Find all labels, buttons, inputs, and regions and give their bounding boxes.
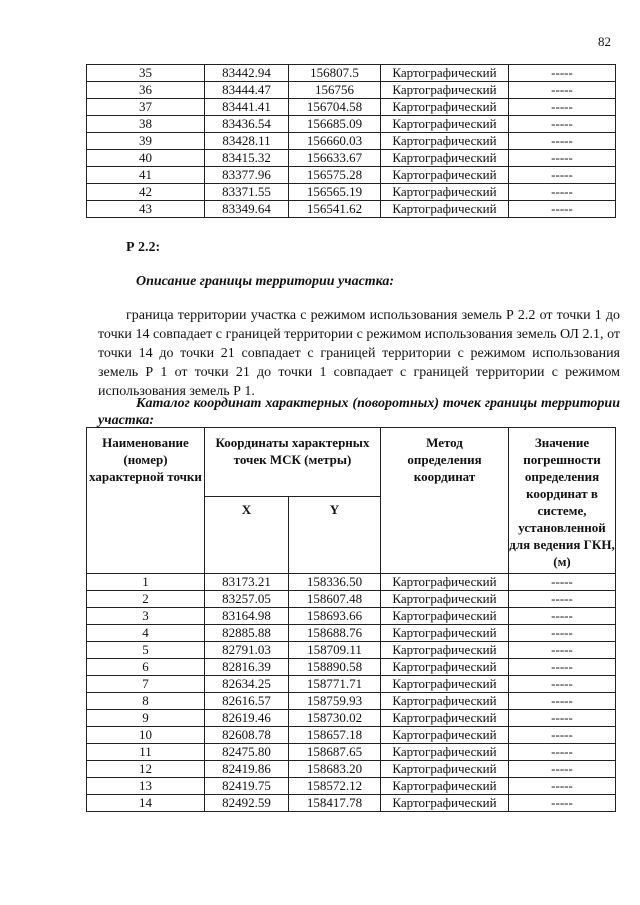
coord-y: 158683.20	[289, 761, 381, 778]
coordinates-table	[86, 427, 616, 812]
accuracy: -----	[509, 82, 616, 99]
method: Картографический	[381, 201, 509, 218]
accuracy: -----	[509, 778, 616, 795]
method: Картографический	[381, 116, 509, 133]
header-x: X	[205, 497, 289, 574]
coord-x: 82791.03	[205, 642, 289, 659]
method: Картографический	[381, 642, 509, 659]
point-number: 1	[87, 574, 205, 591]
point-number: 43	[87, 201, 205, 218]
coordinates-catalog-heading: Каталог координат характерных (поворотных) точек границы территории участка:	[98, 396, 620, 428]
point-number: 8	[87, 693, 205, 710]
table-row	[87, 761, 616, 778]
method: Картографический	[381, 659, 509, 676]
coord-x: 82634.25	[205, 676, 289, 693]
coord-y: 156575.28	[289, 167, 381, 184]
method: Картографический	[381, 795, 509, 812]
accuracy: -----	[509, 744, 616, 761]
method: Картографический	[381, 574, 509, 591]
coord-x: 83371.55	[205, 184, 289, 201]
table-row	[87, 642, 616, 659]
point-number: 41	[87, 167, 205, 184]
coord-x: 83257.05	[205, 591, 289, 608]
accuracy: -----	[509, 99, 616, 116]
header-y: Y	[289, 497, 381, 574]
coord-y: 158730.02	[289, 710, 381, 727]
accuracy: -----	[509, 659, 616, 676]
coordinates-table-continued	[86, 64, 616, 218]
coord-y: 158693.66	[289, 608, 381, 625]
accuracy: -----	[509, 795, 616, 812]
coord-y: 158417.78	[289, 795, 381, 812]
method: Картографический	[381, 167, 509, 184]
point-number: 6	[87, 659, 205, 676]
coord-x: 83377.96	[205, 167, 289, 184]
table-row	[87, 167, 616, 184]
method: Картографический	[381, 710, 509, 727]
coord-x: 82885.88	[205, 625, 289, 642]
accuracy: -----	[509, 201, 616, 218]
point-number: 13	[87, 778, 205, 795]
coord-y: 156565.19	[289, 184, 381, 201]
page-number: 82	[598, 34, 611, 49]
accuracy: -----	[509, 625, 616, 642]
table-row	[87, 693, 616, 710]
method: Картографический	[381, 676, 509, 693]
accuracy: -----	[509, 150, 616, 167]
method: Картографический	[381, 133, 509, 150]
coord-y: 158771.71	[289, 676, 381, 693]
coord-y: 156685.09	[289, 116, 381, 133]
coord-x: 83164.98	[205, 608, 289, 625]
point-number: 4	[87, 625, 205, 642]
border-description-text: граница территории участка с режимом использования земель Р 2.2 от точки 1 до точки 14 совпадает с границей территории с режимом использования земель ОЛ 2.1, от точки 14 до точки 21 совпадает с границей территории с режимом использования земель Р 1 от точки 21 до точки 1 совпадает с границей территории с режимом использования земель Р 1.	[98, 308, 620, 399]
table-row	[87, 727, 616, 744]
table-row	[87, 608, 616, 625]
coord-x: 83173.21	[205, 574, 289, 591]
point-number: 3	[87, 608, 205, 625]
point-number: 42	[87, 184, 205, 201]
point-number: 12	[87, 761, 205, 778]
method: Картографический	[381, 65, 509, 82]
coord-x: 82816.39	[205, 659, 289, 676]
table-row	[87, 150, 616, 167]
border-description-heading: Описание границы территории участка:	[136, 274, 395, 289]
table-row	[87, 133, 616, 150]
accuracy: -----	[509, 574, 616, 591]
point-number: 9	[87, 710, 205, 727]
table-row	[87, 65, 616, 82]
accuracy: -----	[509, 676, 616, 693]
coord-y: 156807.5	[289, 65, 381, 82]
method: Картографический	[381, 727, 509, 744]
header-accuracy: Значение погрешности определения координат в системе, установленной для ведения ГКН, (м)	[509, 428, 616, 574]
method: Картографический	[381, 99, 509, 116]
coord-y: 158890.58	[289, 659, 381, 676]
coord-y: 158759.93	[289, 693, 381, 710]
point-number: 5	[87, 642, 205, 659]
point-number: 39	[87, 133, 205, 150]
method: Картографический	[381, 608, 509, 625]
method: Картографический	[381, 82, 509, 99]
table-row	[87, 574, 616, 591]
coord-y: 156660.03	[289, 133, 381, 150]
coord-x: 82619.46	[205, 710, 289, 727]
table-row	[87, 676, 616, 693]
coord-y: 156541.62	[289, 201, 381, 218]
method: Картографический	[381, 625, 509, 642]
coord-x: 83442.94	[205, 65, 289, 82]
point-number: 14	[87, 795, 205, 812]
table-row	[87, 744, 616, 761]
accuracy: -----	[509, 642, 616, 659]
coord-y: 158709.11	[289, 642, 381, 659]
point-number: 40	[87, 150, 205, 167]
accuracy: -----	[509, 133, 616, 150]
accuracy: -----	[509, 116, 616, 133]
point-number: 35	[87, 65, 205, 82]
coord-y: 158336.50	[289, 574, 381, 591]
table-row	[87, 710, 616, 727]
header-method: Метод определения координат	[381, 428, 509, 574]
table-row	[87, 659, 616, 676]
coord-x: 82608.78	[205, 727, 289, 744]
table-row	[87, 591, 616, 608]
point-number: 2	[87, 591, 205, 608]
coord-x: 83436.54	[205, 116, 289, 133]
accuracy: -----	[509, 761, 616, 778]
accuracy: -----	[509, 167, 616, 184]
table-row	[87, 778, 616, 795]
point-number: 7	[87, 676, 205, 693]
coord-x: 82475.80	[205, 744, 289, 761]
coord-x: 82492.59	[205, 795, 289, 812]
table-row	[87, 99, 616, 116]
table-row	[87, 184, 616, 201]
method: Картографический	[381, 744, 509, 761]
header-point-name: Наименование (номер) характерной точки	[87, 428, 205, 574]
coord-x: 83349.64	[205, 201, 289, 218]
coord-x: 82419.86	[205, 761, 289, 778]
table-row	[87, 625, 616, 642]
table-row	[87, 201, 616, 218]
section-label: Р 2.2:	[126, 240, 161, 255]
coord-y: 158657.18	[289, 727, 381, 744]
accuracy: -----	[509, 65, 616, 82]
method: Картографический	[381, 150, 509, 167]
point-number: 11	[87, 744, 205, 761]
coord-x: 82616.57	[205, 693, 289, 710]
method: Картографический	[381, 693, 509, 710]
method: Картографический	[381, 591, 509, 608]
coord-y: 156633.67	[289, 150, 381, 167]
table-row	[87, 82, 616, 99]
method: Картографический	[381, 778, 509, 795]
accuracy: -----	[509, 591, 616, 608]
accuracy: -----	[509, 727, 616, 744]
accuracy: -----	[509, 710, 616, 727]
point-number: 38	[87, 116, 205, 133]
accuracy: -----	[509, 608, 616, 625]
coord-y: 158687.65	[289, 744, 381, 761]
point-number: 37	[87, 99, 205, 116]
coord-x: 83444.47	[205, 82, 289, 99]
coord-y: 156756	[289, 82, 381, 99]
table-row	[87, 795, 616, 812]
coord-x: 82419.75	[205, 778, 289, 795]
header-coordinates: Координаты характерных точек МСК (метры)	[205, 428, 381, 497]
coord-y: 158607.48	[289, 591, 381, 608]
point-number: 10	[87, 727, 205, 744]
coord-x: 83441.41	[205, 99, 289, 116]
method: Картографический	[381, 761, 509, 778]
coord-y: 158688.76	[289, 625, 381, 642]
accuracy: -----	[509, 184, 616, 201]
coord-x: 83428.11	[205, 133, 289, 150]
coord-x: 83415.32	[205, 150, 289, 167]
accuracy: -----	[509, 693, 616, 710]
method: Картографический	[381, 184, 509, 201]
coord-y: 158572.12	[289, 778, 381, 795]
point-number: 36	[87, 82, 205, 99]
coord-y: 156704.58	[289, 99, 381, 116]
table-row	[87, 116, 616, 133]
